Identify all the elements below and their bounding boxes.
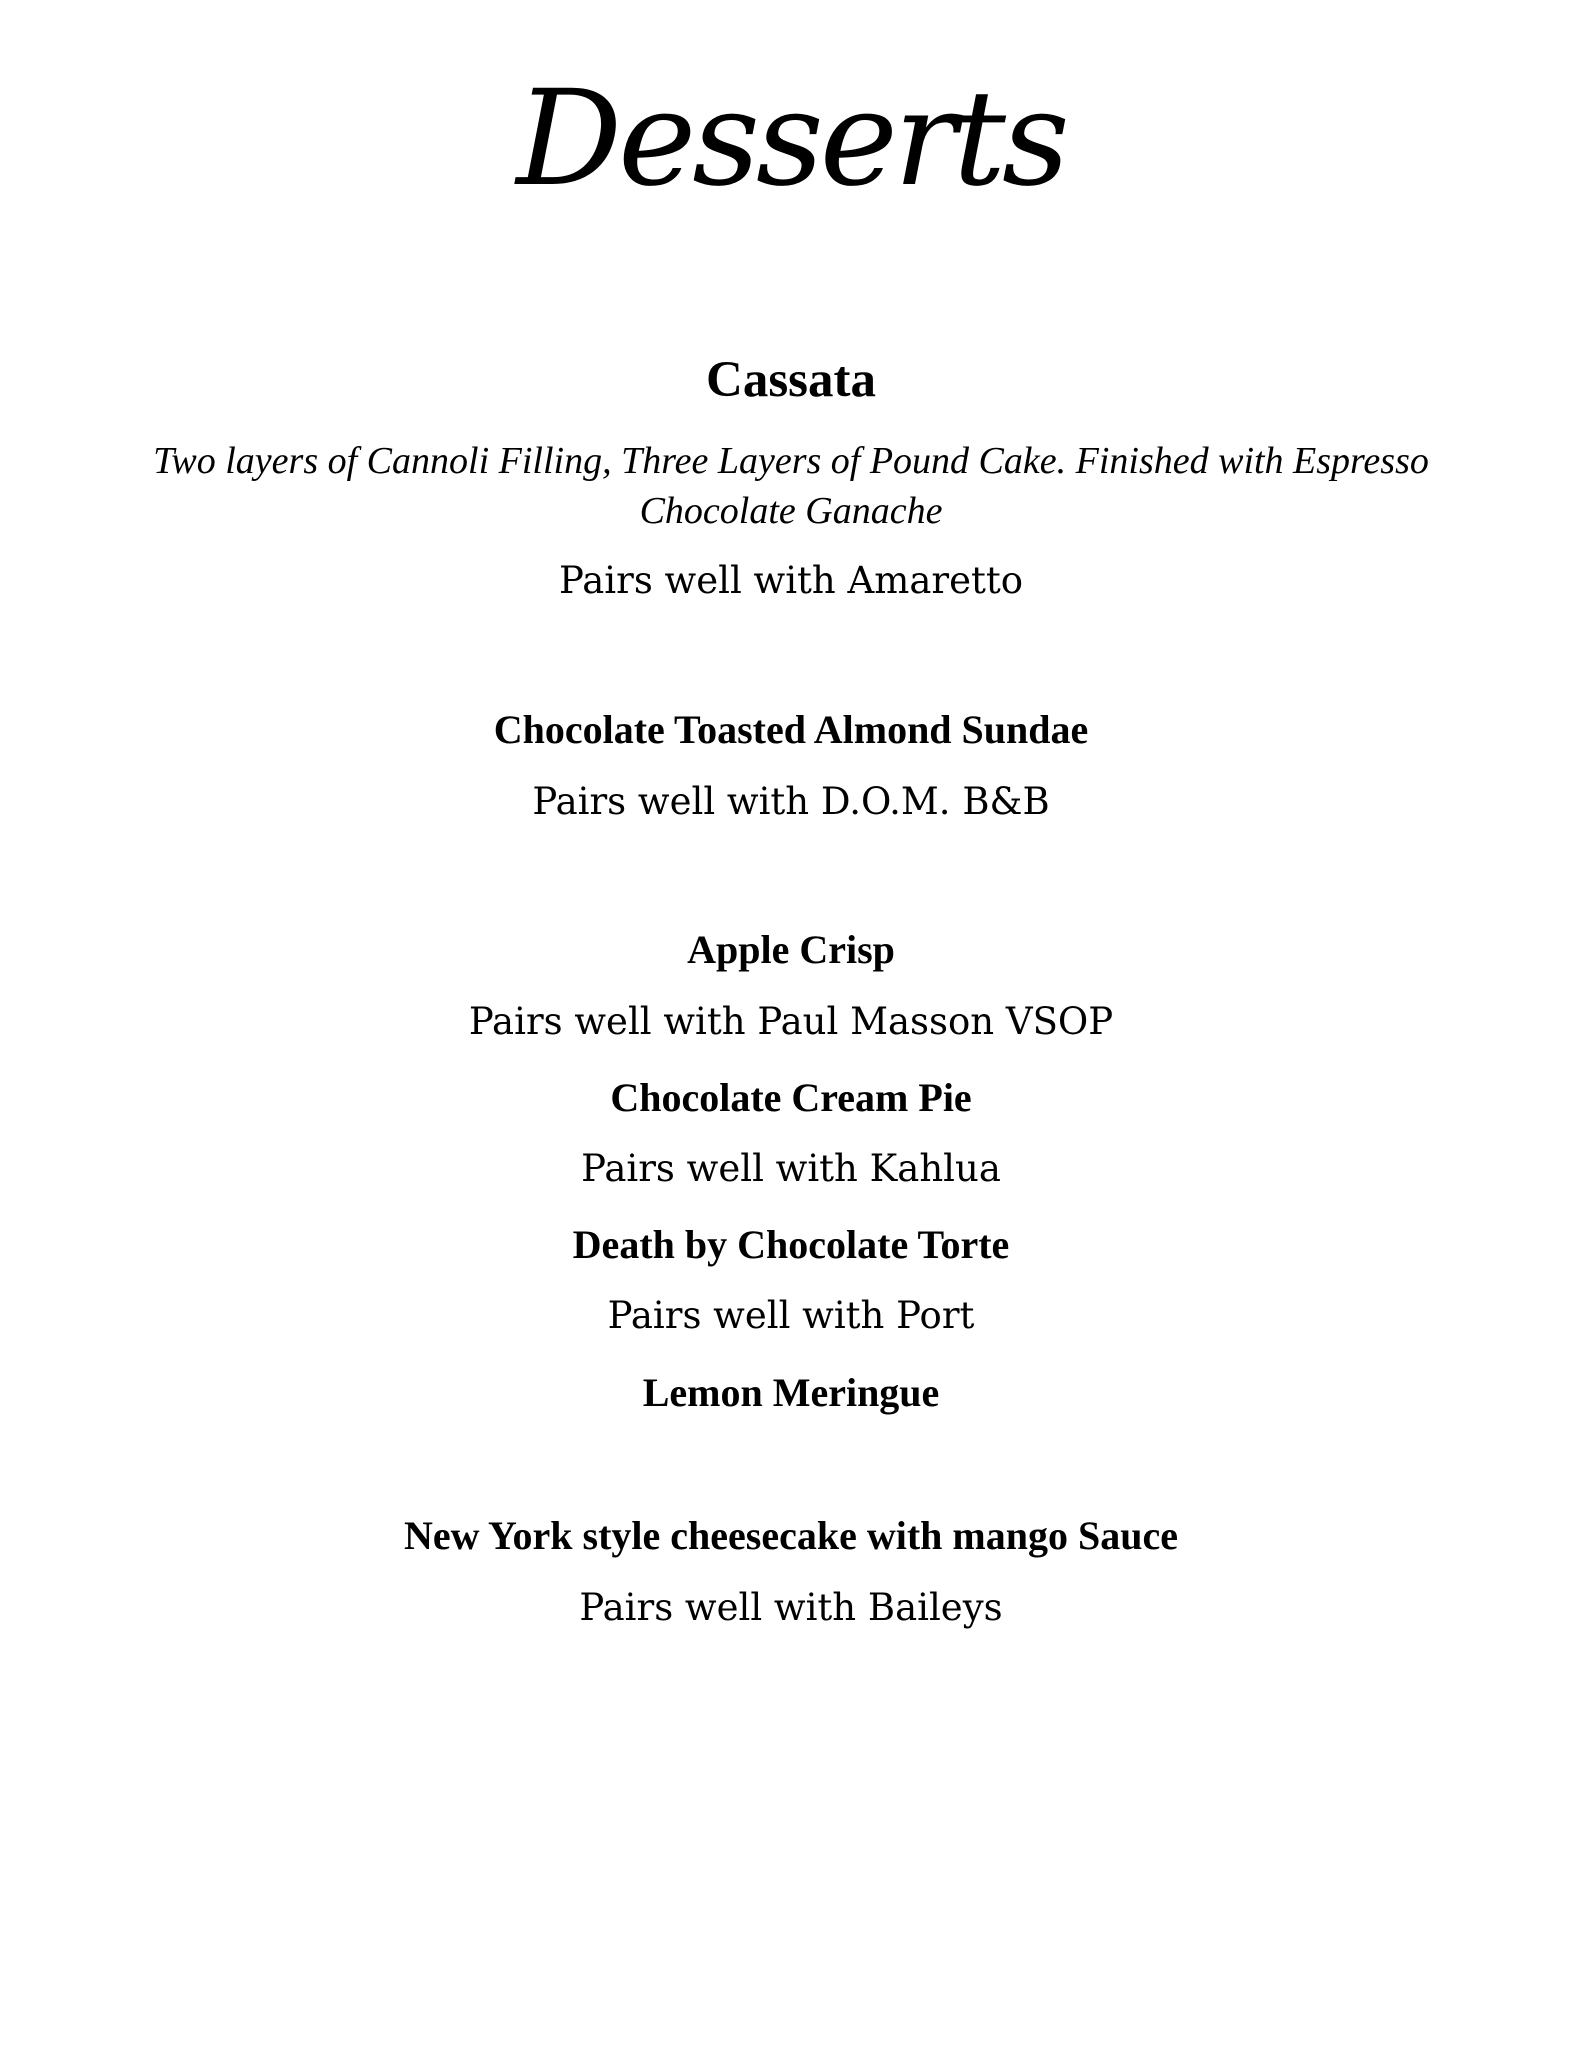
dish-name-chocolate-toasted-almond-sundae: Chocolate Toasted Almond Sundae [493, 707, 1089, 752]
pairing-chocolate-toasted-almond-sundae: Pairs well with D.O.M. B&B [532, 780, 1050, 823]
pairing-apple-crisp: Pairs well with Paul Masson VSOP [468, 1000, 1114, 1043]
dish-name-death-by-chocolate-torte: Death by Chocolate Torte [572, 1222, 1010, 1267]
pairing-death-by-chocolate-torte: Pairs well with Port [607, 1294, 975, 1337]
dish-description-line: Chocolate Ganache [639, 490, 943, 532]
pairing-new-york-cheesecake: Pairs well with Baileys [579, 1586, 1003, 1629]
dish-name-cassata: Cassata [705, 352, 876, 408]
dish-description-line: Two layers of Cannoli Filling, Three Layers of Pound Cake. Finished with Espresso [153, 440, 1429, 482]
dish-name-apple-crisp: Apple Crisp [687, 927, 895, 972]
dish-name-new-york-cheesecake: New York style cheesecake with mango Sauce [404, 1513, 1178, 1558]
pairing-cassata: Pairs well with Amaretto [559, 559, 1023, 602]
menu-title: Desserts [516, 62, 1066, 216]
dish-name-lemon-meringue: Lemon Meringue [642, 1370, 940, 1415]
pairing-chocolate-cream-pie: Pairs well with Kahlua [581, 1147, 1001, 1190]
dish-name-chocolate-cream-pie: Chocolate Cream Pie [610, 1075, 972, 1120]
dish-description-cassata [0, 436, 1582, 536]
